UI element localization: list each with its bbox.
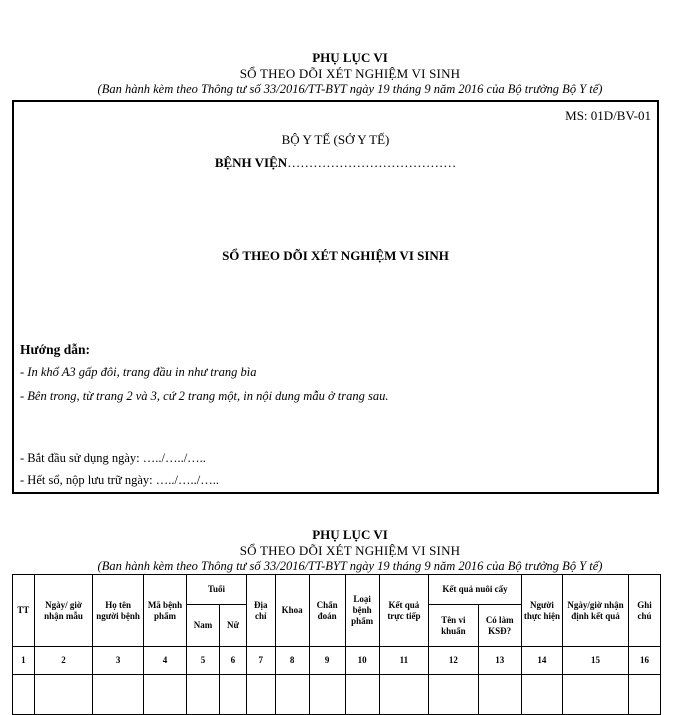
column-number: 4 [143, 647, 186, 675]
column-number: 11 [379, 647, 428, 675]
table-cell[interactable] [93, 675, 143, 715]
header-ksd: Có làm KSĐ? [478, 605, 521, 647]
column-number: 5 [187, 647, 220, 675]
header-specimen-type: Loại bệnh phẩm [345, 575, 379, 647]
log-page-header [0, 527, 700, 574]
table-cell[interactable] [187, 675, 220, 715]
cover-page-header [0, 50, 700, 97]
header-receive-date: Ngày/ giờ nhận mẫu [34, 575, 93, 647]
column-number: 12 [429, 647, 478, 675]
table-cell[interactable] [379, 675, 428, 715]
table-cell[interactable] [478, 675, 521, 715]
header-address: Địa chỉ [246, 575, 275, 647]
hospital-blank: ………………………………… [287, 155, 457, 170]
header-culture-result: Kết quả nuôi cấy [429, 575, 522, 605]
table-row [13, 675, 661, 715]
column-number: 2 [34, 647, 93, 675]
header-result-date: Ngày/giờ nhận định kết quả [563, 575, 629, 647]
form-code: MS: 01D/BV-01 [565, 108, 651, 123]
column-number: 7 [246, 647, 275, 675]
column-number-row [13, 647, 661, 675]
table-cell[interactable] [521, 675, 562, 715]
column-number: 9 [309, 647, 345, 675]
header-age: Tuổi [187, 575, 247, 605]
header-note: Ghi chú [628, 575, 660, 647]
log-table [12, 574, 661, 715]
table-cell[interactable] [34, 675, 93, 715]
column-number: 14 [521, 647, 562, 675]
table-cell[interactable] [220, 675, 247, 715]
header-performer: Người thực hiện [521, 575, 562, 647]
header-bacteria-name: Tên vi khuẩn [429, 605, 478, 647]
header-direct-result: Kết quả trực tiếp [379, 575, 428, 647]
header-diagnosis: Chẩn đoán [309, 575, 345, 647]
table-cell[interactable] [246, 675, 275, 715]
header-male: Nam [187, 605, 220, 647]
end-date-line: - Hết sổ, nộp lưu trữ ngày: …../…../….. [20, 473, 219, 487]
book-title: SỔ THEO DÕI XÉT NGHIỆM VI SINH [239, 543, 461, 558]
appendix-title: PHỤ LỤC VI [312, 50, 388, 65]
header-tt: TT [13, 575, 35, 647]
start-date-line: - Bắt đầu sử dụng ngày: …../…../….. [20, 451, 206, 465]
column-number: 16 [628, 647, 660, 675]
cover-page-box [12, 100, 659, 494]
table-cell[interactable] [345, 675, 379, 715]
table-cell[interactable] [309, 675, 345, 715]
header-female: Nữ [220, 605, 247, 647]
book-title: SỔ THEO DÕI XÉT NGHIỆM VI SINH [239, 66, 461, 81]
column-number: 8 [275, 647, 309, 675]
ministry-label: BỘ Y TẾ (SỞ Y TẾ) [281, 132, 390, 147]
column-number: 13 [478, 647, 521, 675]
column-number: 10 [345, 647, 379, 675]
cover-title: SỔ THEO DÕI XÉT NGHIỆM VI SINH [222, 248, 449, 263]
column-number: 3 [93, 647, 143, 675]
table-cell[interactable] [13, 675, 35, 715]
table-cell[interactable] [275, 675, 309, 715]
table-cell[interactable] [628, 675, 660, 715]
header-specimen-code: Mã bệnh phẩm [143, 575, 186, 647]
issuance-note: (Ban hành kèm theo Thông tư số 33/2016/TT-BYT ngày 19 tháng 9 năm 2016 của Bộ trưởng Bộ Y tế) [97, 82, 603, 96]
hospital-label: BỆNH VIỆN [214, 155, 288, 170]
table-cell[interactable] [143, 675, 186, 715]
appendix-title: PHỤ LỤC VI [312, 527, 388, 542]
guide-heading: Hướng dẫn: [20, 342, 90, 357]
issuance-note: (Ban hành kèm theo Thông tư số 33/2016/TT-BYT ngày 19 tháng 9 năm 2016 của Bộ trưởng Bộ Y tế) [97, 559, 603, 573]
column-number: 1 [13, 647, 35, 675]
guide-line-1: - In khổ A3 gấp đôi, trang đầu in như trang bìa [20, 365, 257, 379]
table-cell[interactable] [563, 675, 629, 715]
table-cell[interactable] [429, 675, 478, 715]
guide-line-2: - Bên trong, từ trang 2 và 3, cứ 2 trang một, in nội dung mẫu ở trang sau. [20, 389, 389, 403]
column-number: 6 [220, 647, 247, 675]
header-department: Khoa [275, 575, 309, 647]
header-patient-name: Họ tên người bệnh [93, 575, 143, 647]
column-number: 15 [563, 647, 629, 675]
hospital-line [14, 155, 657, 171]
